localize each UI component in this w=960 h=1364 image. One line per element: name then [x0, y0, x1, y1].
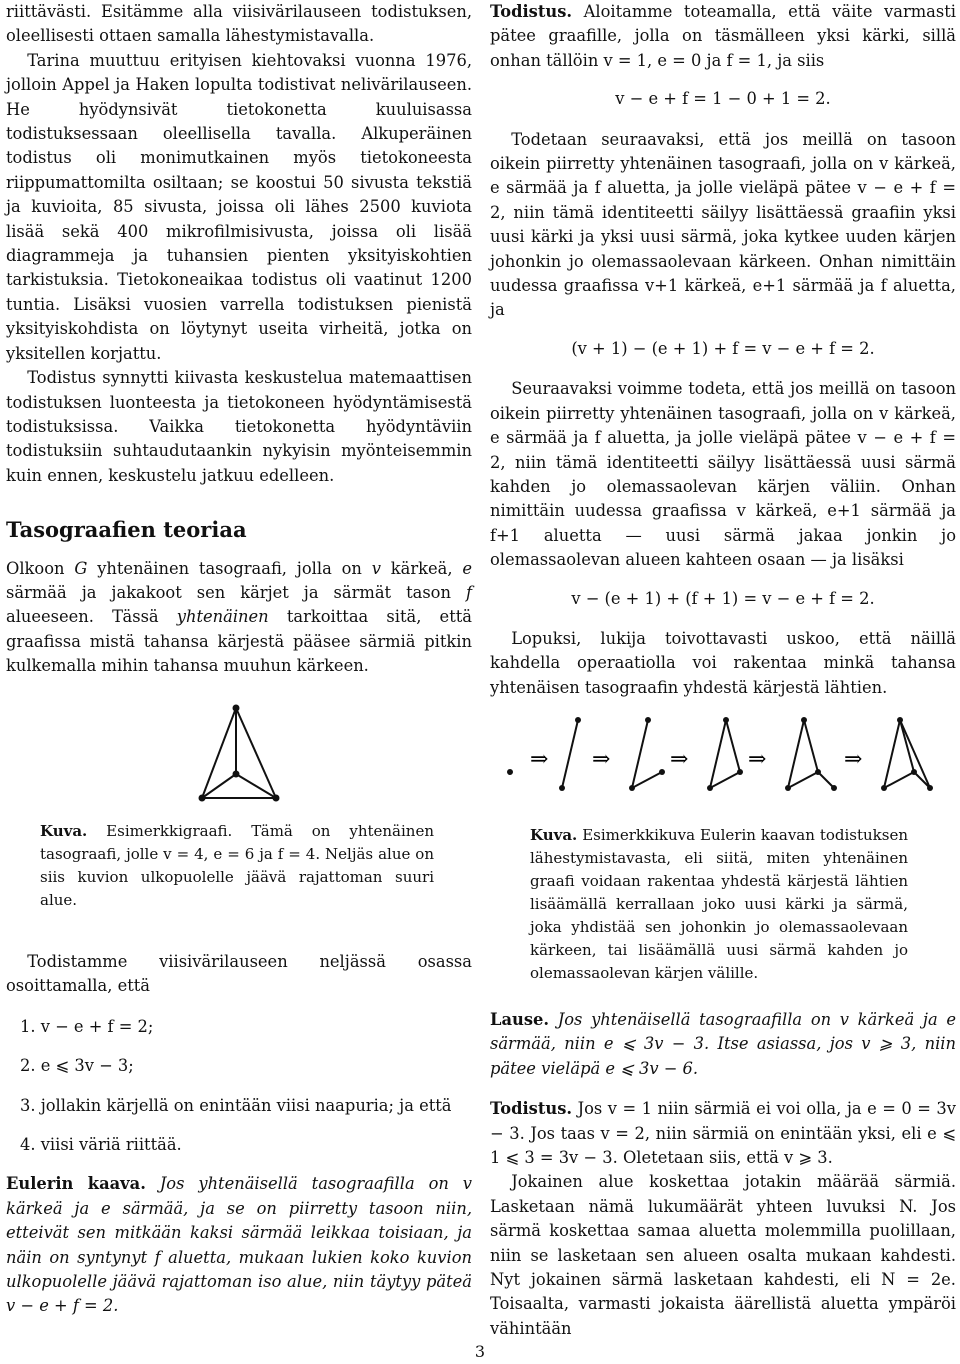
graph-vertex: [233, 705, 240, 712]
paragraph-intro: riittävästi. Esitämme alla viisivärilauseen todistuksen, oleellisesti ottaen samalla lähestymistavalla.: [6, 2, 472, 46]
step-graph-5: [785, 717, 837, 791]
implies-arrow: ⇒: [844, 747, 863, 772]
implies-arrow: ⇒: [670, 747, 689, 772]
implies-arrow: ⇒: [592, 747, 611, 772]
theorem-edge-bound: Lause. Jos yhtenäisellä tasograafilla on v kärkeä ja e särmää, niin e ⩽ 3v − 3. Itse asiassa, jos v ⩾ 3, niin pätee vieläpä e ⩽ 3v − 6.: [490, 1010, 956, 1078]
paragraph-debate: Todistus synnytti kiivasta keskustelua matemaattisen todistuksen luonteesta ja tietokoneen hyödyntämisestä todistuksissa. Vaikka tietokonetta hyödyntäviin todistuksiin suhtaudutaankin nykyisin myönteisemmin kuin ennen, keskustelu jatkuu edelleen.: [6, 368, 472, 485]
construction-sequence-figure: [500, 716, 950, 796]
step-graph-6: [881, 717, 933, 791]
left-column: [6, 0, 472, 679]
proof-steps-list: [6, 1015, 472, 1158]
paragraph-conclusion: Lopuksi, lukija toivottavasti uskoo, että näillä kahdella operaatiolla voi rakentaa minkä tahansa yhtenäisen tasograafin yhdestä kärjestä lähtien.: [490, 628, 956, 697]
graph-edge: [236, 708, 276, 798]
page-number: 3: [474, 1342, 486, 1361]
example-graph-figure: [196, 704, 286, 804]
proof-base-case: Todistus. Aloitamme toteamalla, että väite varmasti pätee graafille, jolla on täsmälleen yksi kärki, sillä onhan tällöin v = 1, e = 0 ja f = 1, ja siis: [490, 2, 956, 70]
graph-edge: [202, 708, 236, 798]
proof-edge-bound: Todistus. Jos v = 1 niin särmiä ei voi olla, ja e = 0 = 3v − 3. Jos taas v = 2, niin särmiä on enintään yksi, eli e ⩽ 1 ⩽ 3 = 3v − 3. Oletetaan siis, että v ⩾ 3.: [490, 1099, 956, 1168]
list-item: 2. e ⩽ 3v − 3;: [20, 1056, 134, 1076]
left-column-lower: [6, 950, 472, 1319]
figure-caption-right: Kuva. Esimerkkikuva Eulerin kaavan todistuksen lähestymistavasta, eli siitä, miten yhtenäinen graafi voidaan rakentaa yhdestä kärjestä lähtien lisäämällä kerrallaan joko uusi kärki ja särmä, joka yhdistää sen johonkin jo olemassaolevaan kärkeen, tai lisäämällä uusi särmä kahden jo olemassaolevan kärjen välille.: [530, 826, 908, 982]
figure-caption-left: Kuva. Esimerkkigraafi. Tämä on yhtenäinen tasograafi, jolle v = 4, e = 6 ja f = 4. Neljäs alue on siis kuvion ulkopuolelle jäävä rajattoman suuri alue.: [40, 822, 434, 909]
euler-theorem: Eulerin kaava. Jos yhtenäisellä tasograafilla on v kärkeä ja e särmää, ja se on piirretty tasoon niin, etteivät sen mitkään kaksi särmää leikkaa toisiaan, ja näin on syntynyt f aluetta, mukaan lukien koko kuvion ulkopuolelle jäävä rajattoman iso alue, niin täytyy päteä v − e + f = 2.: [6, 1174, 472, 1316]
list-item: 3. jollakin kärjellä on enintään viisi naapuria; ja että: [20, 1095, 452, 1115]
paragraph-history: Tarina muuttuu erityisen kiehtovaksi vuonna 1976, jolloin Appel ja Haken lopulta todistivat nelivärilauseen. He hyödynsivät tietokonetta kuuluisassa todistuksessaan oleellisella tavalla. Alkuperäinen todistus oli monimutkainen myös tietokoneesta riippumattomilta osiltaan; se koostui 50 sivusta tekstiä ja kuvioita, 85 sivusta, joissa oli lähes 2500 kuviota lisää sekä 400 mikrofilmisivusta, joissa oli lisää diagrammeja ja tuhansien pienten yksityiskohtien tarkistuksia. Tietokoneaikaa todistus oli vaatinut 1200 tuntia. Lisäksi vuosien varrella todistuksen pienistä yksityiskohdista on löytynyt useita virheitä, jotka on yksitellen korjattu.: [6, 50, 472, 363]
section-heading: Tasograafien teoriaa: [6, 517, 247, 543]
right-column-lower: [490, 1008, 956, 1341]
implies-arrow: ⇒: [530, 747, 549, 772]
graph-vertex: [233, 771, 240, 778]
implies-arrow: ⇒: [748, 747, 767, 772]
step-graph-2: [559, 717, 581, 791]
paragraph-add-edge: Seuraavaksi voimme todeta, että jos meillä on tasoon oikein piirretty yhtenäinen tasograafi, jolla on v kärkeä, e särmää ja f aluetta, ja jolle vieläpä pätee v − e + f = 2, niin tämä identiteetti säilyy lisättäessä uusi särmä kahden jo olemassaolevan kärjen väliin. Onhan nimittäin uudessa graafissa v kärkeä, e+1 särmää ja f+1 aluetta — uusi särmä jakaa jonkin jo olemassaolevan alueen kahteen osaan — ja lisäksi: [490, 379, 956, 570]
equation-3: v − (e + 1) + (f + 1) = v − e + f = 2.: [571, 588, 875, 608]
graph-vertex: [273, 795, 280, 802]
graph-vertex: [199, 795, 206, 802]
step-graph-3: [629, 717, 665, 791]
step-graph-4: [707, 717, 743, 791]
list-item: 4. viisi väriä riittää.: [20, 1135, 182, 1155]
paragraph-counting: Jokainen alue koskettaa jotakin määrää särmiä. Lasketaan nämä lukumäärät yhteen luvuksi N. Jos särmä koskettaa samaa aluetta molemmilla puolillaan, niin se lasketaan sen alueen osalta mukaan kahdesti. Nyt jokainen särmä lasketaan kahdesti, eli N = 2e. Toisaalta, varmasti jokaista äärellistä aluetta ympäröi vähintään: [490, 1172, 956, 1338]
right-column: [490, 0, 956, 700]
paragraph-add-vertex: Todetaan seuraavaksi, että jos meillä on tasoon oikein piirretty yhtenäinen tasograafi, jolla on v kärkeä, e särmää ja f aluetta, ja jolle vieläpä pätee v − e + f = 2, niin tämä identiteetti säilyy lisättäessä graafiin yksi uusi kärki ja yksi uusi särmä, joka kytkee uuden kärjen johonkin jo olemassaolevaan kärkeen. Onhan nimittäin uudessa graafissa v+1 kärkeä, e+1 särmää ja f aluetta, ja: [490, 129, 956, 320]
list-item: 1. v − e + f = 2;: [20, 1016, 154, 1036]
step-graph-1: [507, 769, 513, 775]
equation-2: (v + 1) − (e + 1) + f = v − e + f = 2.: [571, 338, 875, 358]
equation-1: v − e + f = 1 − 0 + 1 = 2.: [615, 89, 831, 109]
paragraph-plan: Todistamme viisivärilauseen neljässä osassa osoittamalla, että: [6, 952, 472, 996]
paragraph-definition: Olkoon G yhtenäinen tasograafi, jolla on v kärkeä, e särmää ja jakakoot sen kärjet ja särmät tason f alueeseen. Tässä yhtenäinen tarkoittaa sitä, että graafissa mistä tahansa kärjestä pääsee särmiä pitkin kulkemalla mihin tahansa muuhun kärkeen.: [6, 558, 473, 676]
